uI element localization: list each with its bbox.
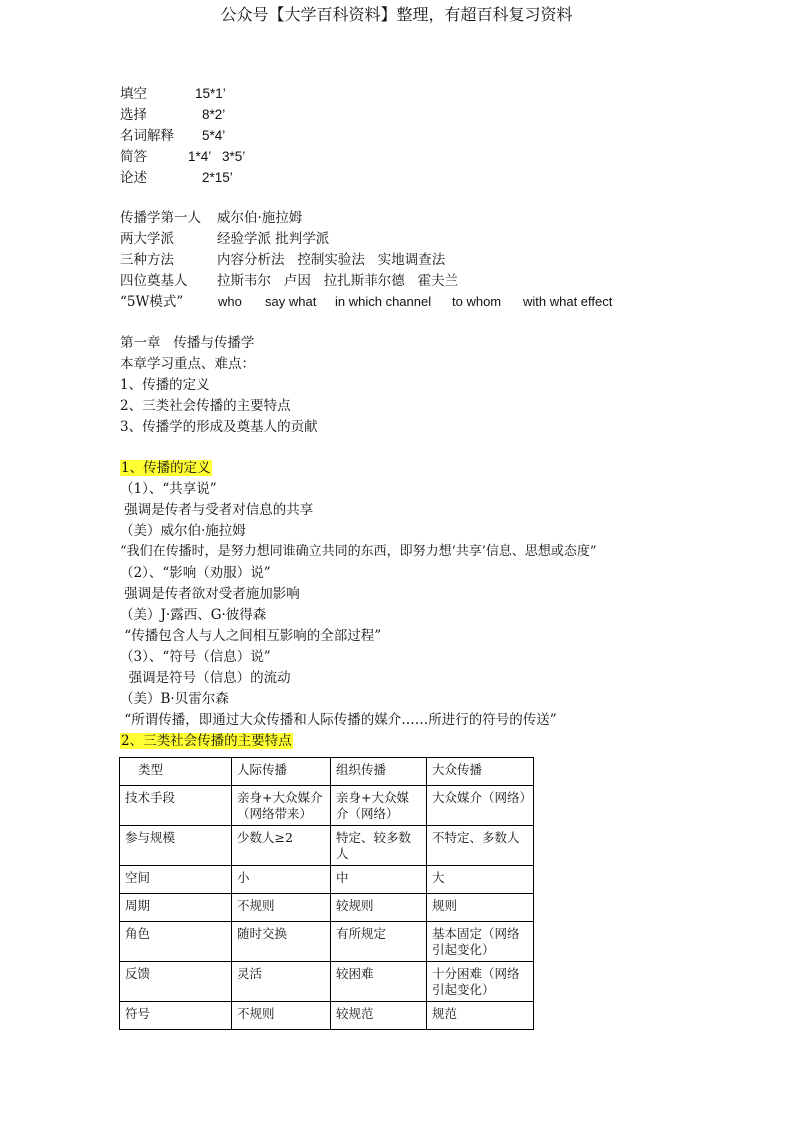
table-cell: 反馈 [120, 962, 232, 1002]
fact-value: 威尔伯·施拉姆 [217, 210, 303, 226]
table-cell: 角色 [120, 922, 232, 962]
table-header-cell: 类型 [120, 758, 232, 786]
table-cell: 规范 [427, 1002, 534, 1030]
table-cell: 十分困难（网络引起变化） [427, 962, 534, 1002]
exam-score: 1*4’ 3*5’ [188, 149, 246, 164]
exam-score: 5*4’ [202, 128, 226, 143]
exam-type: 填空 [120, 86, 147, 102]
model-item: say what [265, 294, 317, 309]
definition-line: （美）B·贝雷尔森 [120, 691, 229, 707]
table-row [120, 1002, 534, 1030]
table-cell: 规则 [427, 894, 534, 922]
section-heading [120, 731, 293, 751]
table-cell: 符号 [120, 1002, 232, 1030]
fact-label: “5W模式” [120, 294, 184, 310]
fact-value: 内容分析法 控制实验法 实地调查法 [217, 252, 446, 268]
model-item: to whom [452, 294, 502, 309]
table-row [120, 962, 534, 1002]
fact-label: 四位奠基人 [120, 273, 188, 289]
table-cell: 有所规定 [331, 922, 427, 962]
table-cell: 亲身+大众媒介（网络带来） [232, 786, 331, 826]
chapter-title: 第一章 传播与传播学 [120, 335, 255, 351]
table-header-cell: 大众传播 [427, 758, 534, 786]
table-row [120, 922, 534, 962]
exam-type: 名词解释 [120, 128, 174, 144]
fact-label: 三种方法 [120, 252, 174, 268]
table-row [120, 894, 534, 922]
table-cell: 较规范 [331, 1002, 427, 1030]
section-heading [120, 458, 212, 478]
exam-score: 2*15’ [202, 170, 233, 185]
table-cell: 参与规模 [120, 826, 232, 866]
definition-line: “所谓传播，即通过大众传播和人际传播的媒介……所进行的符号的传送” [120, 712, 557, 728]
table-cell: 技术手段 [120, 786, 232, 826]
fact-value: 经验学派 批判学派 [217, 231, 330, 247]
definition-line: （美）威尔伯·施拉姆 [120, 523, 246, 539]
comparison-table [119, 757, 534, 1030]
table-header-cell: 组织传播 [331, 758, 427, 786]
definition-line: （美）J·露西、G·彼得森 [120, 607, 267, 623]
exam-score: 8*2’ [202, 107, 226, 122]
definition-line: “传播包含人与人之间相互影响的全部过程” [120, 628, 382, 644]
table-row [120, 866, 534, 894]
focus-item: 3、传播学的形成及奠基人的贡献 [120, 419, 318, 435]
table-row [120, 826, 534, 866]
table-row [120, 786, 534, 826]
focus-title: 本章学习重点、难点： [120, 356, 255, 372]
table-cell: 灵活 [232, 962, 331, 1002]
table-cell: 不规则 [232, 894, 331, 922]
table-cell: 较困难 [331, 962, 427, 1002]
definition-line: 强调是符号（信息）的流动 [120, 670, 291, 686]
section-heading-text: 1、传播的定义 [121, 460, 211, 476]
definition-line: （2）、“影响（劝服）说” [120, 565, 271, 581]
model-item: with what effect [523, 294, 613, 309]
table-cell: 少数人≥2 [232, 826, 331, 866]
fact-value: 拉斯韦尔 卢因 拉扎斯菲尔德 霍夫兰 [217, 273, 459, 289]
table-cell: 周期 [120, 894, 232, 922]
focus-item: 1、传播的定义 [120, 377, 210, 393]
table-header-cell: 人际传播 [232, 758, 331, 786]
exam-type: 选择 [120, 107, 147, 123]
fact-label: 传播学第一人 [120, 210, 201, 226]
section-heading-text: 2、三类社会传播的主要特点 [121, 733, 292, 749]
table-cell: 中 [331, 866, 427, 894]
table-cell: 大 [427, 866, 534, 894]
page-header: 公众号【大学百科资料】整理，有超百科复习资料 [220, 5, 573, 24]
table-cell: 随时交换 [232, 922, 331, 962]
fact-label: 两大学派 [120, 231, 174, 247]
table-cell: 不特定、多数人 [427, 826, 534, 866]
definition-line: 强调是传者欲对受者施加影响 [120, 586, 300, 602]
focus-item: 2、三类社会传播的主要特点 [120, 398, 291, 414]
table-cell: 特定、较多数人 [331, 826, 427, 866]
model-item: in which channel [335, 294, 432, 309]
table-cell: 空间 [120, 866, 232, 894]
definition-line: （1）、“共享说” [120, 481, 217, 497]
table-cell: 小 [232, 866, 331, 894]
exam-score: 15*1’ [195, 86, 226, 101]
exam-type: 简答 [120, 149, 147, 165]
exam-type: 论述 [120, 170, 147, 186]
table-cell: 大众媒介（网络） [427, 786, 534, 826]
table-cell: 基本固定（网络引起变化） [427, 922, 534, 962]
model-item: who [218, 294, 242, 309]
table-cell: 不规则 [232, 1002, 331, 1030]
definition-line: （3）、“符号（信息）说” [120, 649, 271, 665]
definition-line: “我们在传播时，是努力想同谁确立共同的东西，即努力想‘共享’信息、思想或态度” [120, 544, 597, 559]
table-cell: 较规则 [331, 894, 427, 922]
table-cell: 亲身+大众媒介（网络） [331, 786, 427, 826]
definition-line: 强调是传者与受者对信息的共享 [120, 502, 314, 518]
table-header-row [120, 758, 534, 786]
